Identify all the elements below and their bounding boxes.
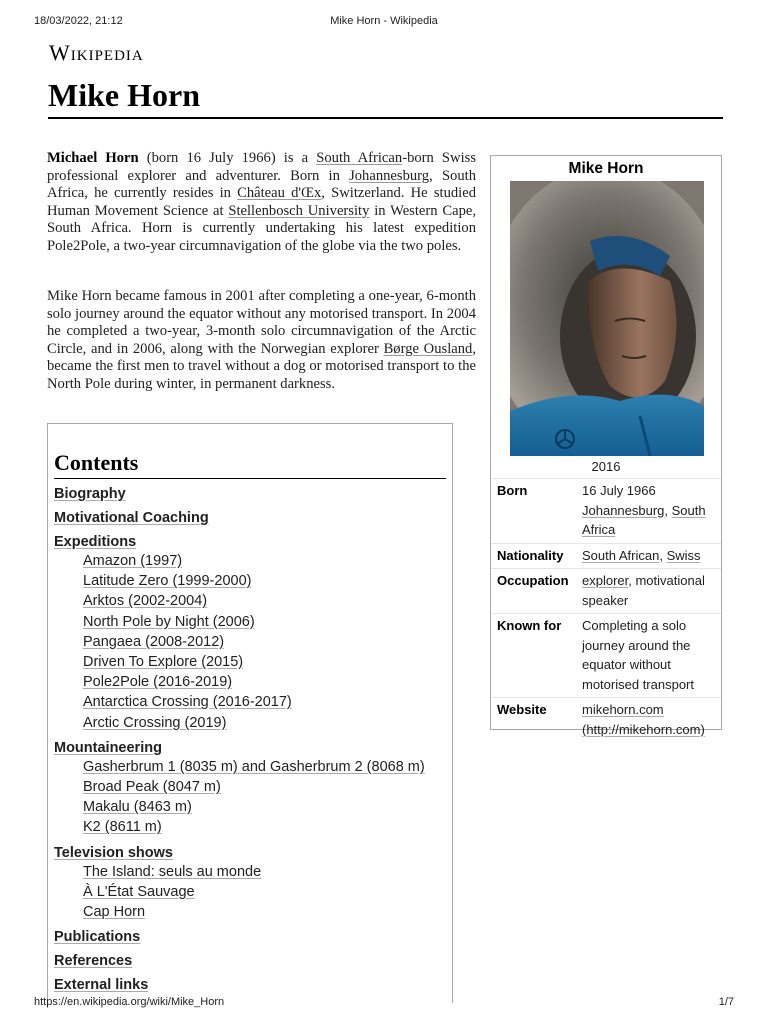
link-explorer[interactable]: explorer [582, 573, 629, 588]
toc-subitem[interactable]: Arctic Crossing (2019) [83, 714, 227, 731]
toc-subitem[interactable]: K2 (8611 m) [83, 819, 162, 836]
lead-paragraph-1: Michael Horn (born 16 July 1966) is a South African-born Swiss professional explorer and adventurer. Born in Johannesburg, South Africa, he currently resides in Château d'Œx, Switzerland. He studied Human Movement Science at Stellenbosch University in Western Cape, South Africa. Horn is currently undertaking his latest expedition Pole2Pole, a two-year circumnavigation of the globe via the two poles. [47, 150, 477, 254]
infobox [490, 155, 722, 737]
toc-item-publications[interactable]: Publications [54, 929, 141, 946]
link-johannesburg[interactable]: Johannesburg [349, 167, 430, 184]
infobox-label: Website [497, 702, 547, 717]
infobox-value: explorer, motivational speaker [582, 573, 705, 608]
article-title: Mike Horn [48, 76, 723, 119]
subject-name: Michael Horn [47, 150, 139, 166]
infobox-value: Completing a solo journey around the equator without motorised transport [582, 618, 694, 692]
infobox-label: Born [497, 483, 528, 498]
infobox-label: Nationality [497, 547, 564, 563]
toc-subitem[interactable]: Gasherbrum 1 (8035 m) and Gasherbrum 2 (8068 m) [83, 758, 425, 775]
toc-item-television-shows[interactable]: Television shows The Island: seuls au monde À L'État Sauvage Cap Horn [54, 844, 446, 923]
infobox-label: Occupation [497, 573, 569, 588]
toc-subitem[interactable]: Amazon (1997) [83, 553, 183, 569]
toc-item-expeditions[interactable]: Expeditions Amazon (1997) Latitude Zero (1999-2000) Arktos (2002-2004) North Pole by Night (2006) Pangaea (2008-2012) Driven To Explore (2015) Pole2Pole (2016-2019) Antarctica Crossing (2016-2017) Arctic Crossing (2019) [54, 533, 446, 733]
lead-paragraph-2: Mike Horn became famous in 2001 after completing a one-year, 6-month solo journey around the equator without any motorised transport. In 2004 he completed a two-year, 3-month solo circumnavigation of the Arctic Circle, and in 2006, along with the Norwegian explorer Børge Ousland, became the first men to travel without a dog or motorised transport to the North Pole during winter, in permanent darkness. [47, 288, 476, 392]
toc-item-references[interactable]: References [54, 953, 133, 970]
toc-subitem[interactable]: Antarctica Crossing (2016-2017) [83, 694, 292, 711]
toc-item-mountaineering[interactable]: Mountaineering Gasherbrum 1 (8035 m) and Gasherbrum 2 (8068 m) Broad Peak (8047 m) Makalu (8463 m) K2 (8611 m) [54, 739, 446, 838]
wikipedia-logo[interactable]: Wikipedia [49, 40, 144, 65]
link-stellenbosch-university[interactable]: Stellenbosch University [228, 202, 370, 219]
toc-sublist-expeditions [54, 551, 446, 733]
link-south-african[interactable]: South African [316, 150, 403, 166]
print-url: https://en.wikipedia.org/wiki/Mike_Horn [34, 996, 225, 1008]
toc-subitem[interactable]: À L'État Sauvage [83, 883, 195, 900]
toc-subitem[interactable]: Arktos (2002-2004) [83, 593, 208, 610]
infobox-rows [491, 478, 721, 742]
toc-subitem[interactable]: Pangaea (2008-2012) [83, 633, 225, 650]
toc-sublist-television-shows [54, 862, 446, 923]
toc-subitem[interactable]: Cap Horn [83, 904, 146, 921]
toc-title: Contents [54, 450, 446, 479]
toc-item-external-links[interactable]: External links [54, 977, 149, 994]
toc-subitem[interactable]: Pole2Pole (2016-2019) [83, 674, 233, 691]
link-chateau-doex[interactable]: Château d'Œx [237, 185, 322, 202]
infobox-label: Known for [497, 618, 562, 633]
infobox-value: 16 July 1966 Johannesburg, South Africa [582, 483, 706, 537]
toc-list [54, 485, 446, 994]
toc-subitem[interactable]: The Island: seuls au monde [83, 863, 262, 880]
photo-caption: 2016 [591, 459, 621, 474]
link-south-african-nationality[interactable]: South African [582, 547, 660, 563]
toc-item-motivational-coaching[interactable]: Motivational Coaching [54, 510, 209, 526]
infobox-row-born [491, 478, 721, 543]
link-south-africa[interactable]: South Africa [582, 502, 706, 537]
table-of-contents [47, 423, 453, 1003]
infobox-row-website [491, 697, 721, 742]
infobox-row-known-for [491, 613, 721, 697]
link-borge-ousland[interactable]: Børge Ousland [383, 340, 473, 357]
link-johannesburg-infobox[interactable]: Johannesburg [582, 502, 665, 518]
portrait-photo[interactable] [510, 181, 704, 456]
toc-subitem[interactable]: Makalu (8463 m) [83, 799, 192, 816]
print-datetime: 18/03/2022, 21:12 [34, 15, 123, 27]
print-page-title: Mike Horn - Wikipedia [330, 15, 438, 27]
infobox-row-occupation [491, 568, 721, 613]
print-page-number: 1/7 [718, 996, 734, 1008]
infobox-title: Mike Horn [568, 160, 644, 177]
toc-item-biography[interactable]: Biography [54, 486, 126, 502]
toc-subitem[interactable]: Latitude Zero (1999-2000) [83, 573, 252, 590]
infobox-value [582, 700, 721, 739]
toc-subitem[interactable]: Driven To Explore (2015) [83, 654, 244, 671]
link-website[interactable]: mikehorn.com (http://mikehorn.com) [582, 702, 705, 737]
link-swiss[interactable]: Swiss [666, 547, 701, 563]
toc-sublist-mountaineering [54, 757, 446, 838]
infobox-value: South African, Swiss [582, 547, 701, 563]
toc-subitem[interactable]: North Pole by Night (2006) [83, 613, 255, 630]
infobox-row-nationality [491, 543, 721, 569]
toc-subitem[interactable]: Broad Peak (8047 m) [83, 779, 221, 796]
